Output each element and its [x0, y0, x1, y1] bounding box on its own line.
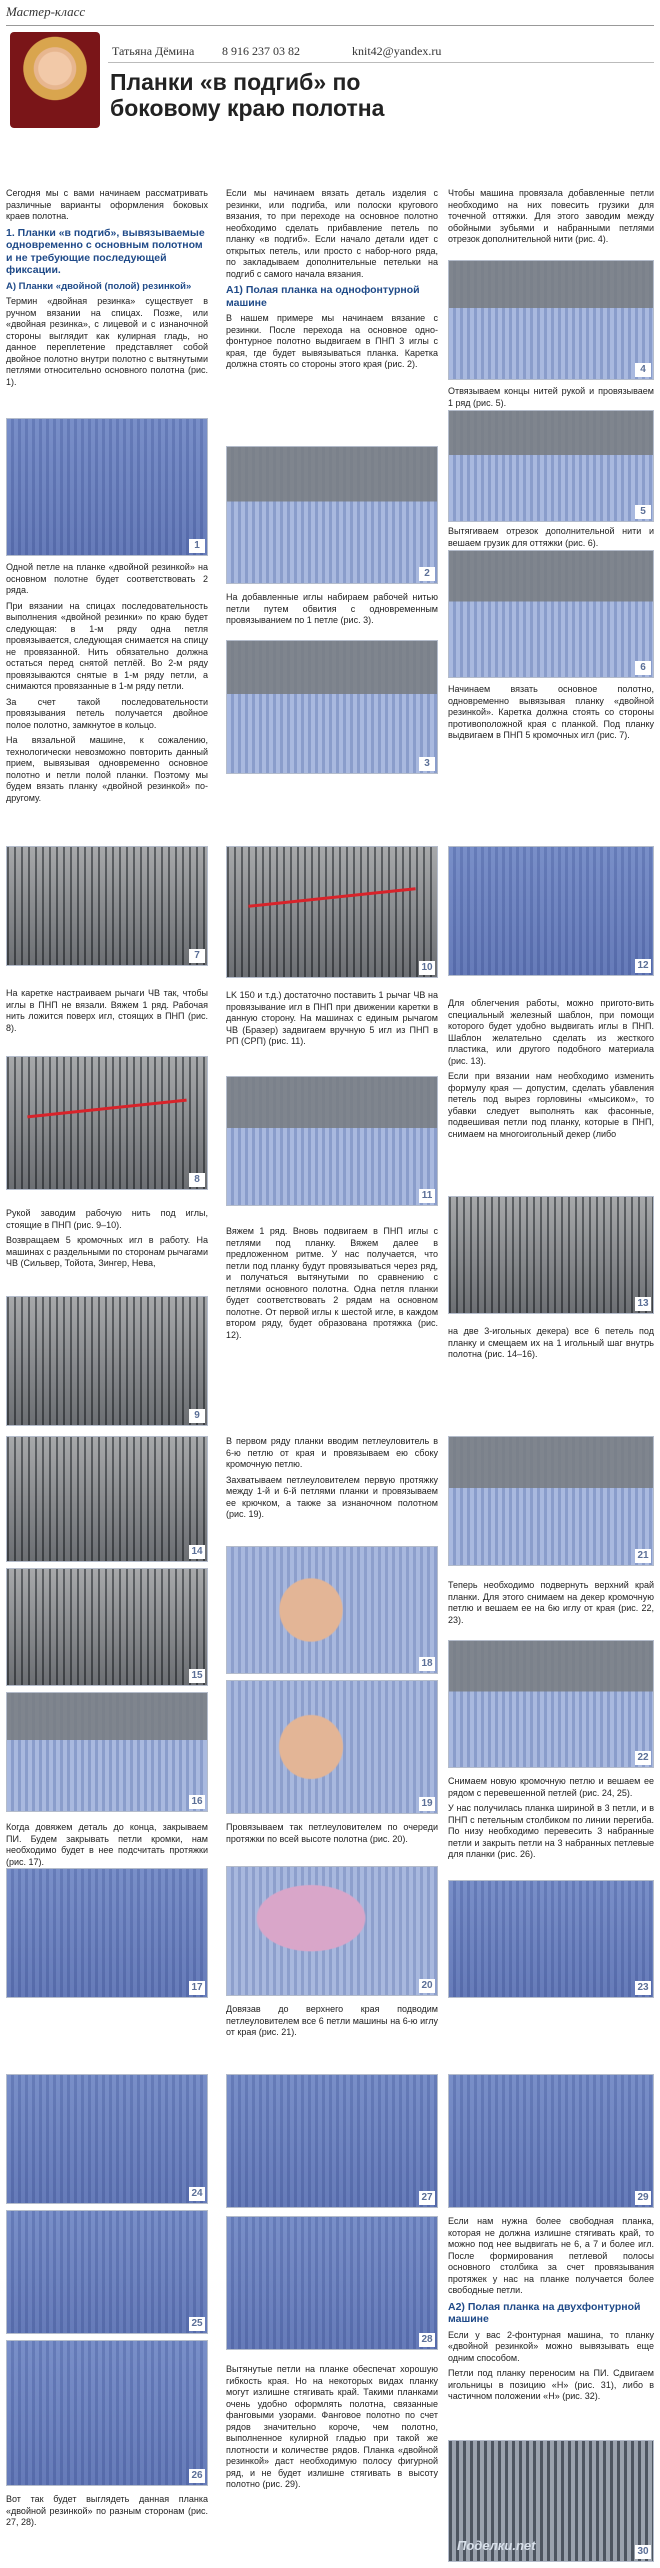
- figure-photo: [226, 640, 438, 774]
- section-label: Мастер-класс: [6, 4, 86, 19]
- paragraph: На каретке настраиваем рычаги ЧВ так, чтобы иглы в ПНП не вязали. Вяжем 1 ряд. Рабочая нить ложится поверх игл, стоящих в ПНП (рис. 8).: [6, 988, 208, 1033]
- figure-photo: [448, 2074, 654, 2208]
- paragraph: Теперь необходимо подвернуть верхний край планки. Для этого снимаем на декер кромочную петлю и вешаем ее на 6ю иглу от края (рис. 22, 23).: [448, 1580, 654, 1625]
- figure-photo: [448, 1436, 654, 1566]
- figure-number: 16: [189, 1795, 205, 1809]
- paragraph: Вяжем 1 ряд. Вновь подвигаем в ПНП иглы с петлями под планку. Вяжем далее в предложенном ритме. У нас получается, что петли под планку будут провязываться через ряд, и получаться вытянутыми по сравнению с петлями основного полотна. Одна петля планки будет соответствовать 2 рядам на основном полотне. От первой иглы к шестой игле, в каждом втором ряду, будет образована протяжка (рис. 12).: [226, 1226, 438, 1340]
- figure-photo: [448, 260, 654, 380]
- figure-number: 28: [419, 2333, 435, 2347]
- column-3-text: [448, 526, 654, 553]
- figure-number: 11: [419, 1189, 435, 1203]
- paragraph: Вытянутые петли на планке обеспечат хорошую гибкость края. Но на некоторых видах планку могут излишне стягивать край. Такими планками очень удобно оформлять полотна, связанные фанговыми узорами. Фанговое полотно по счет рядов значительно короче, чем полотно, выполненное кулирной гладью при такой же плотности и количестве рядов. Планка «двойной резинкой» даст необходимую полосу фигурной ряд, и не будет излишне стягивать в высоту полотно (рис. 29).: [226, 2364, 438, 2490]
- figure-photo: [6, 1568, 208, 1686]
- column-text: [226, 1226, 438, 1345]
- paragraph: Термин «двойная резинка» существует в ручном вязании на спицах. Позже, или «двойная резинка», с лицевой и с изнаночной стороны выглядит как кулирная гладь, но данное переплетение представляет собой двойное полотно внутри полотно с вытянутыми петлями относительно основного полотна (рис. 1).: [6, 296, 208, 387]
- column-3-text: [448, 684, 654, 746]
- figure-number: 17: [189, 1981, 205, 1995]
- figure-number: 27: [419, 2191, 435, 2205]
- figure-number: 3: [419, 757, 435, 771]
- paragraph: Рукой заводим рабочую нить под иглы, стоящие в ПНП (рис. 9–10).: [6, 1208, 208, 1230]
- figure-number: 1: [189, 539, 205, 553]
- column-text: [226, 990, 438, 1052]
- column-2-continued: [226, 592, 438, 631]
- figure-number: 12: [635, 959, 651, 973]
- figure-photo: [6, 1868, 208, 1998]
- author-email[interactable]: knit42@yandex.ru: [352, 44, 442, 58]
- column-3-text: [448, 386, 654, 413]
- paragraph: Отвязываем концы нитей рукой и провязываем 1 ряд (рис. 5).: [448, 386, 654, 408]
- column-text: [226, 2364, 438, 2495]
- figure-number: 23: [635, 1981, 651, 1995]
- column-2: [226, 188, 438, 375]
- figure-number: 7: [189, 949, 205, 963]
- figure-photo: [6, 1296, 208, 1426]
- figure-photo: [6, 418, 208, 556]
- figure-number: 24: [189, 2187, 205, 2201]
- intro-text: Сегодня мы с вами начинаем рассматривать различные варианты оформления боковых краев полотна.: [6, 188, 208, 222]
- figure-photo: [226, 1680, 438, 1814]
- paragraph: Провязываем так петлеуловителем по очереди протяжки по всей высоте полотна (рис. 20).: [226, 1822, 438, 1844]
- figure-photo: [6, 2340, 208, 2486]
- paragraph: Начинаем вязать основное полотно, одновременно вывязывая планку «двойной резинкой». Каретка должна стоять со стороны противоположной края с планкой. Под планку выдвигаем в ПНП 5 кромочных игл (рис. 7).: [448, 684, 654, 741]
- column-text: [226, 1436, 438, 1525]
- page-title: Планки «в подгиб» по боковому краю полотна: [110, 69, 385, 121]
- paragraph: Если при вязании нам необходимо изменить формулу края — допустим, сделать убавления петель под вырез горловины «мысиком», то убавки следует выполнять как фасонные, подвешивая петли под планку, которые в ПНП, снимаем на многоигольный декер (либо: [448, 1071, 654, 1139]
- figure-photo: [448, 1640, 654, 1768]
- column-text: [6, 1822, 208, 1872]
- paragraph: Петли под планку переносим на ПИ. Сдвигаем игольницы в позицию «Н» (рис. 31), либо в частичном положении «Н» (рис. 32).: [448, 2368, 654, 2402]
- figure-photo: [448, 846, 654, 976]
- figure-number: 19: [419, 1797, 435, 1811]
- figure-photo: [6, 2074, 208, 2204]
- paragraph: Захватываем петлеуловителем первую протяжку между 1-й и 6-й петлями планки и провязываем ее крючком, а также за изнаночном полотном (рис. 19).: [226, 1474, 438, 1520]
- section-heading-1: 1. Планки «в подгиб», вывязываемые одновременно с основным полотном и не требующие последующей фиксации.: [6, 226, 205, 277]
- paragraph: На вязальной машине, к сожалению, технологически невозможно повторить данный прием, вывязывая одновременно основное полотно и петли полой планки. Поэтому мы будем вязать планку «двойной резинкой» по-другому.: [6, 735, 208, 803]
- paragraph: За счет такой последовательности провязывания петель получается двойное полое полотно, замкнутое в кольцо.: [6, 696, 208, 730]
- figure-photo: [226, 446, 438, 584]
- figure-number: 6: [635, 661, 651, 675]
- figure-number: 2: [419, 567, 435, 581]
- subsection-heading-a2: А2) Полая планка на двухфонтурной машине: [448, 2300, 641, 2326]
- paragraph: Вот так будет выглядеть данная планка «двойной резинкой» по разным сторонам (рис. 27, 28).: [6, 2494, 208, 2528]
- paragraph: Если нам нужна более свободная планка, которая не должна излишне стягивать край, то можно под нее выдвигать не 6, а 7 и более игл. После формирования петлевой полосы основного столбика за счет провязывания протяжек у нас на планке получается более свободные петли.: [448, 2216, 654, 2296]
- watermark: Поделки.net: [457, 2538, 536, 2554]
- column-text: [448, 2216, 654, 2407]
- column-text: [448, 998, 654, 1144]
- column-text: [448, 1776, 654, 1865]
- figure-photo: [226, 2216, 438, 2350]
- figure-number: 25: [189, 2317, 205, 2331]
- header-rule: [6, 25, 654, 26]
- figure-photo: [6, 1436, 208, 1562]
- figure-number: 18: [419, 1657, 435, 1671]
- figure-number: 29: [635, 2191, 651, 2205]
- figure-photo: [6, 2210, 208, 2334]
- paragraph: Если мы начинаем вязать деталь изделия с резинки, или подгиба, или полоски кругового вязания, то при переходе на основное полотно необходимо сделать прибавление петель по планку «в подгиб». Если начало детали идет с открытых петель, или просто с набор-ного ряда, по закладываем дополнительные петельки на подгиб с самого начала вязания.: [226, 188, 438, 279]
- figure-photo: [448, 410, 654, 522]
- paragraph: В первом ряду планки вводим петлеуловитель в 6-ю петлю от края и провязываем ею сбоку кромочную петлю.: [226, 1436, 438, 1470]
- figure-number: 30: [635, 2545, 651, 2559]
- paragraph: При вязании на спицах последовательность выполнения «двойной резинки» по краю будет следующая: в 1-м ряду одна петля провязывается, следующая снимается на спицу не провязанной. Нить обязательно должна остаться перед снятой петлёй. Во 2-м ряду провязываются снятые в 1-м ряду петли, а снимаются провязанные в 1-м ряду петли.: [6, 600, 208, 692]
- figure-photo: [6, 1056, 208, 1190]
- figure-number: 26: [189, 2469, 205, 2483]
- paragraph: Одной петле на планке «двойной резинкой» на основном полотне будет соответствовать 2 ряда.: [6, 562, 208, 596]
- paragraph: В нашем примере мы начинаем вязание с резинки. После перехода на основное одно-фонтурное полотно выдвигаем в ПНП 3 иглы с края, где будет вывязываться планка. Каретка должна стоять со стороны этого края (рис. 2).: [226, 313, 438, 370]
- paragraph: На добавленные иглы набираем рабочей нитью петли путем обвития с одновременным провязыванием по 1 петле (рис. 3).: [226, 592, 438, 626]
- paragraph: Вытягиваем отрезок дополнительной нити и вешаем грузик для оттяжки (рис. 6).: [448, 526, 654, 548]
- figure-photo: [226, 2074, 438, 2208]
- figure-number: 9: [189, 1409, 205, 1423]
- paragraph: Для облегчения работы, можно пригото-вить специальный железный шаблон, при помощи которого будет удобно выдвигать иглы в ПНП. Шаблон желательно сделать из жесткого пластика, или другого подобного материала (рис. 13).: [448, 998, 654, 1066]
- figure-number: 14: [189, 1545, 205, 1559]
- author-name: Татьяна Дёмина: [112, 44, 195, 58]
- paragraph: Чтобы машина провязала добавленные петли необходимо на них повесить грузики для точечной оттяжки. Для этого заводим между обойными зубьями и набранными петлями отрезок дополнительной нити (рис. 4).: [448, 188, 654, 245]
- figure-photo: [226, 1076, 438, 1206]
- figure-photo: [448, 1196, 654, 1314]
- figure-number: 10: [419, 961, 435, 975]
- paragraph: Когда довяжем деталь до конца, закрываем ПИ. Будем закрывать петли кромки, нам необходимо будет в нее подсчитать протяжки (рис. 17).: [6, 1822, 208, 1867]
- paragraph: Довязав до верхнего края подводим петлеуловителем все 6 петли машины на 6-ю иглу от края (рис. 21).: [226, 2004, 438, 2038]
- author-phone: 8 916 237 03 82: [222, 44, 300, 58]
- column-text: [448, 1580, 654, 1630]
- figure-photo: [226, 1866, 438, 1996]
- column-text: [6, 1208, 208, 1274]
- figure-number: 8: [189, 1173, 205, 1187]
- column-3: [448, 188, 654, 250]
- figure-photo: [448, 2440, 654, 2562]
- subsection-heading-a1: А1) Полая планка на однофонтурной машине: [226, 284, 420, 309]
- column-1-continued: [6, 562, 208, 808]
- paragraph: Возвращаем 5 кромочных игл в работу. На машинах с раздельными по сторонам рычагами ЧВ (Сильвер, Тойота, Зингер, Нева,: [6, 1235, 208, 1269]
- column-text: [226, 2004, 438, 2043]
- figure-number: 4: [635, 363, 651, 377]
- figure-photo: [226, 1546, 438, 1674]
- figure-number: 21: [635, 1549, 651, 1563]
- subsection-heading-a: А) Планки «двойной (полой) резинкой»: [6, 280, 192, 292]
- figure-photo: [6, 1692, 208, 1812]
- figure-number: 20: [419, 1979, 435, 1993]
- paragraph: У нас получилась планка шириной в 3 петли, и в ПНП с петельным столбиком по линии перегиба. По низу необходимо перевесить 3 набранные петли и закрыть петли на 3 набранных петлевые для планки (рис. 26).: [448, 1803, 654, 1860]
- figure-number: 15: [189, 1669, 205, 1683]
- paragraph: LK 150 и т.д.) достаточно поставить 1 рычаг ЧВ на провязывание игл в ПНП при движении каретки в данную сторону. На машинах с единым рычагом ЧВ (Бразер) задвигаем вручную 5 игл из ПНП в РП (СРП) (рис. 11).: [226, 990, 438, 1047]
- column-text: [6, 2494, 208, 2533]
- figure-photo: [448, 550, 654, 678]
- paragraph: Снимаем новую кромочную петлю и вешаем ее рядом с перевешенной петлей (рис. 24, 25).: [448, 1776, 654, 1798]
- figure-photo: [448, 1880, 654, 1998]
- column-text: [448, 1326, 654, 1365]
- title-rule: [108, 62, 654, 63]
- figure-number: 5: [635, 505, 651, 519]
- figure-number: 22: [635, 1751, 651, 1765]
- figure-photo: [226, 846, 438, 978]
- paragraph: Если у вас 2-фонтурная машина, то планку «двойной резинкой» можно вывязывать еще одним способом.: [448, 2329, 654, 2363]
- figure-number: 13: [635, 1297, 651, 1311]
- figure-photo: [6, 846, 208, 966]
- paragraph: на две 3-игольных декера) все 6 петель под планку и смещаем их на 1 игольный шаг внутрь полотна (рис. 14–16).: [448, 1326, 654, 1360]
- column-1: [6, 188, 208, 392]
- author-photo: [10, 32, 100, 128]
- column-text: [226, 1822, 438, 1849]
- column-text: [6, 988, 208, 1038]
